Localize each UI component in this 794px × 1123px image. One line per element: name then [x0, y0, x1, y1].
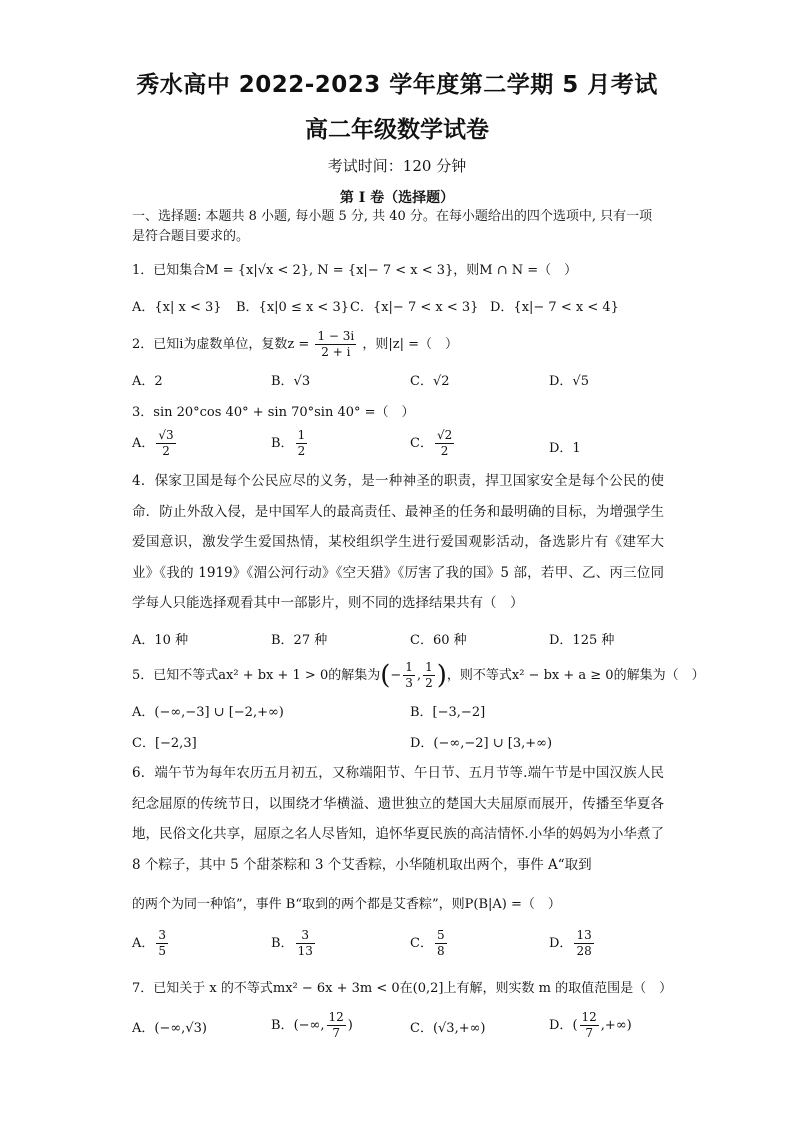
q2-fraction [315, 329, 356, 360]
q5-stem-b: ，则不等式x² − bx + a ≥ 0的解集为（ ） [446, 668, 705, 683]
q5-option-a: A．(−∞,−3] ∪ [−2,+∞) [132, 705, 284, 720]
q6-b-label: B． [271, 936, 294, 951]
q7-d-label: D． [549, 1018, 573, 1033]
exam-subtitle: 高二年级数学试卷 [305, 117, 489, 143]
question-5: 5．已知不等式ax² + bx + 1 > 0的解集为(− $\frac{1}{3}$ , $\frac{1}{2}$ )，则不等式x² − bx + a ≥ 0的解集为（ ） [132, 660, 705, 691]
q7-d-fraction [580, 1010, 599, 1041]
q3-option-b [271, 428, 309, 459]
q7-b-fraction [327, 1010, 346, 1041]
q3-option-c [410, 428, 456, 459]
q7-option-c [410, 1017, 486, 1036]
q3-option-d: D．1 [549, 441, 581, 456]
q7-c-text: (√3,+∞) [432, 1021, 486, 1036]
q7-b-num: 12 [328, 1010, 344, 1024]
q5-option-b: B．[−3,−2] [410, 705, 486, 720]
q3-c-den: 2 [440, 444, 449, 458]
exam-title: 秀水高中 2022-2023 学年度第二学期 5 月考试 [136, 72, 658, 98]
q6-b-num: 3 [296, 928, 315, 944]
q3-c-num: √2 [436, 428, 453, 442]
q7-a-label: A． [132, 1021, 155, 1036]
q6-d-num: 13 [576, 928, 592, 942]
q7-d-pre: ( [572, 1018, 578, 1033]
q3-option-a-fraction [156, 428, 175, 459]
q6-b-fraction [296, 928, 315, 959]
q5-paren-close: ) [436, 660, 447, 691]
q2-option-c: C．√2 [410, 374, 450, 389]
q6-c-den: 8 [436, 944, 445, 958]
q3-option-c-fraction [435, 428, 454, 459]
question-7: 7．已知关于 x 的不等式mx² − 6x + 3m < 0在(0,2]上有解，则实数 m 的取值范围是（ ） [132, 981, 673, 996]
q5-d2: 2 [425, 676, 433, 690]
q2-option-d: D．√5 [549, 374, 589, 389]
q4-option-a: A．10 种 [132, 633, 189, 648]
q2-fraction-num: 1 − 3i [317, 329, 355, 343]
q7-b-label: B． [271, 1018, 294, 1033]
q5-paren-open: ( [380, 660, 391, 691]
q7-option-d [549, 1010, 632, 1041]
q6-option-a [132, 928, 170, 959]
q7-option-b [271, 1010, 353, 1041]
q7-option-a [132, 1017, 207, 1036]
q3-option-a [132, 428, 178, 459]
q5-n1: 1 [405, 660, 413, 674]
q4-option-b: B．27 种 [271, 633, 328, 648]
q6-a-den: 5 [158, 944, 167, 958]
q5-option-d: D．(−∞,−2] ∪ [3,+∞) [410, 736, 553, 751]
q6-a-label: A． [132, 936, 155, 951]
q6-option-d [549, 928, 596, 959]
question-6-last-line: 的两个为同一种馅”，事件 B“取到的两个都是艾香粽”，则P(B|A) =（ ） [132, 897, 561, 912]
q4-option-c: C．60 种 [410, 633, 467, 648]
q6-option-b [271, 928, 317, 959]
q2-stem-b: ，则|z| =（ ） [362, 337, 459, 352]
exam-time: 考试时间：120 分钟 [327, 157, 467, 175]
q6-b-den: 13 [297, 944, 313, 958]
q6-a-fraction [156, 928, 168, 959]
q5-frac-2 [423, 660, 435, 691]
q1-option-c: C．{x|− 7 < x < 3} [350, 300, 479, 315]
q2-option-a: A．2 [132, 374, 163, 389]
q1-option-b: B．{x|0 ≤ x < 3} [236, 300, 349, 315]
q1-option-a: A．{x| x < 3} [132, 300, 222, 315]
q5-option-c: C．[−2,3] [132, 736, 197, 751]
q6-a-num: 3 [158, 928, 167, 942]
q7-a-text: (−∞,√3) [154, 1021, 207, 1036]
q6-d-fraction [574, 928, 593, 959]
q6-c-num: 5 [436, 928, 445, 942]
q4-option-d: D．125 种 [549, 633, 615, 648]
q1-option-d: D．{x|− 7 < x < 4} [490, 300, 619, 315]
question-6: 6．端午节为每年农历五月初五，又称端阳节、午日节、五月节等.端午节是中国汉族人民纪念屈原的传统节日，以围绕才华横溢、遗世独立的楚国大夫屈原而展开，传播至华夏各地，民俗文化共享，屈原之名人尽皆知，追怀华夏民族的高洁情怀.小华的妈妈为小华煮了 8 个粽子，其中 5 个甜茶粽和 3 个艾香粽，小华随机取出两个，事件 A“取到 [132, 765, 664, 873]
instructions: 一、选择题: 本题共 8 小题, 每小题 5 分, 共 40 分。在每小题给出的四个选项中, 只有一项是符合题目要求的。 [132, 209, 653, 244]
question-3: 3．sin 20°cos 40° + sin 70°sin 40° =（ ） [132, 405, 415, 420]
q3-a-den: 2 [162, 444, 170, 458]
q5-d1: 3 [405, 676, 413, 690]
question-4: 4．保家卫国是每个公民应尽的义务，是一种神圣的职责，捍卫国家安全是每个公民的使命．防止外敌入侵，是中国军人的最高责任、最神圣的任务和最明确的目标，为增强学生爱国意识，激发学生爱国热情，某校组织学生进行爱国观影活动，备选影片有《建军大业》《我的 1919》《湄公河行动》《空天猎》《厉害了我的国》5 部，若甲、乙、丙三位同学每人只能选择观看其中一部影片，则不同的选择结果共有（ ） [132, 473, 664, 611]
q3-a-num: √3 [158, 428, 174, 442]
q6-c-label: C． [410, 936, 433, 951]
q3-option-b-label: B． [271, 436, 294, 451]
q2-stem-a: 2．已知i为虚数单位，复数z = [132, 337, 310, 352]
q7-b-den: 7 [332, 1026, 340, 1040]
q6-option-c [410, 928, 449, 959]
q6-d-label: D． [549, 936, 573, 951]
q7-c-label: C． [410, 1021, 433, 1036]
q3-option-b-fraction [296, 428, 308, 459]
q3-b-num: 1 [297, 428, 306, 442]
q2-option-b: B．√3 [271, 374, 311, 389]
q6-c-fraction [435, 928, 447, 959]
q3-b-den: 2 [297, 444, 306, 458]
q7-d-den: 7 [585, 1026, 593, 1040]
q3-option-c-label: C． [410, 436, 433, 451]
q7-d-post: ,+∞) [600, 1018, 632, 1033]
q7-d-num: 12 [581, 1010, 597, 1024]
question-1: 1．已知集合M = {x|√x < 2}, N = {x|− 7 < x < 3}，则M ∩ N =（ ） [132, 263, 578, 278]
q2-fraction-den: 2 + i [321, 345, 351, 359]
section-title: 第 I 卷（选择题） [339, 190, 455, 206]
q5-stem-a: 5．已知不等式ax² + bx + 1 > 0的解集为 [132, 668, 381, 683]
q5-frac-1 [403, 660, 415, 691]
question-2 [132, 329, 672, 360]
q3-option-a-label: A． [132, 436, 155, 451]
q5-n2: 1 [425, 660, 433, 674]
q7-b-post: ) [347, 1018, 353, 1033]
q6-d-den: 28 [576, 944, 592, 958]
q7-b-pre: (−∞, [293, 1018, 325, 1033]
